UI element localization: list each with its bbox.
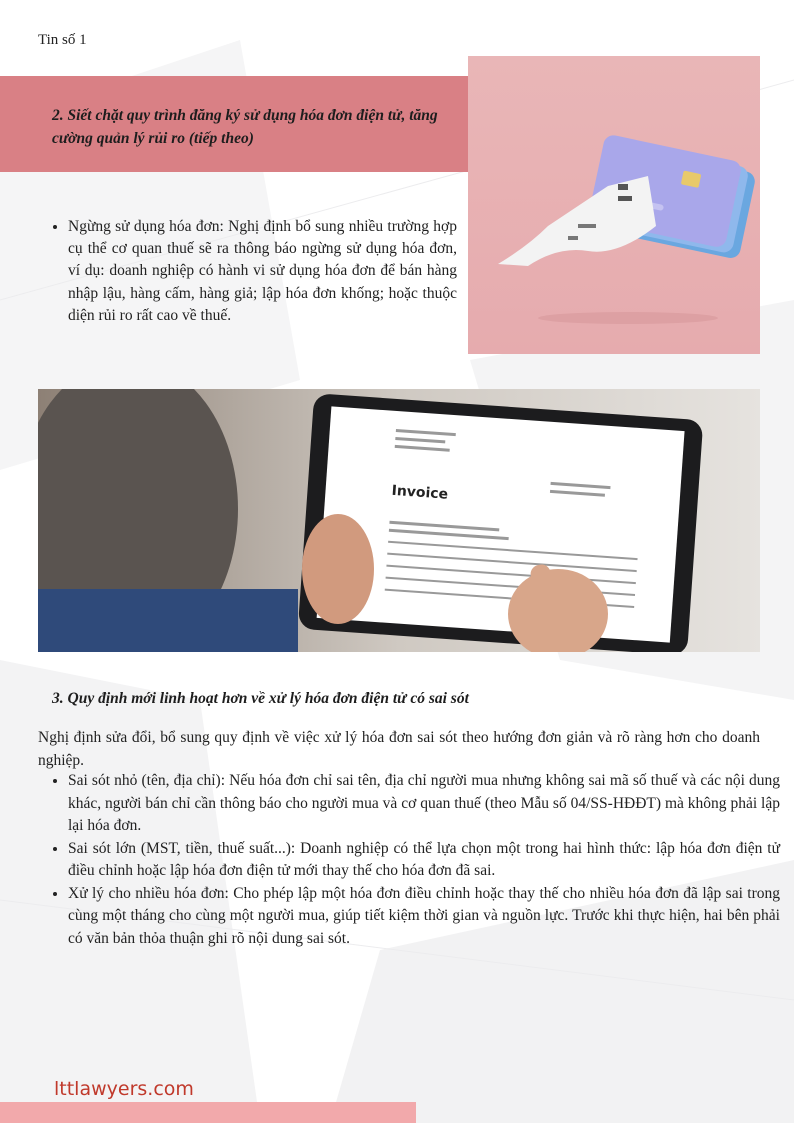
credit-card-receipt-illustration: [468, 56, 760, 354]
section-2-bullet-list: [48, 216, 457, 327]
tablet-invoice-photo: [38, 389, 760, 652]
list-item: • Sai sót lớn (MST, tiền, thuế suất...): Doanh nghiệp có thể lựa chọn một trong hai hình thức: lập hóa đơn điện tử điều chỉnh hoặc lập hóa đơn điện tử mới thay thế cho hóa đơn đã sai.: [68, 838, 780, 883]
list-item: • Sai sót nhỏ (tên, địa chỉ): Nếu hóa đơn chỉ sai tên, địa chỉ người mua nhưng không sai mã số thuế và các nội dung khác, người bán chỉ cần thông báo cho người mua và cơ quan thuế (theo Mẫu số 04/SS-HĐĐT) mà không phải lập lại hóa đơn.: [68, 770, 780, 838]
page-header-label: Tin số 1: [38, 32, 87, 48]
list-item: • Ngừng sử dụng hóa đơn: Nghị định bổ sung nhiều trường hợp cụ thể cơ quan thuế sẽ ra thông báo ngừng sử dụng hóa đơn, ví dụ: doanh nghiệp có hành vi sử dụng hóa đơn để bán hàng nhập lậu, hàng cấm, hàng giả; lập hóa đơn khống; hoặc thuộc diện rủi ro rất cao về thuế.: [68, 216, 457, 327]
invoice-heading: Invoice: [391, 482, 449, 503]
list-item: • Xử lý cho nhiều hóa đơn: Cho phép lập một hóa đơn điều chỉnh hoặc thay thế cho nhiều hóa đơn đã lập sai trong cùng một tháng cho cùng một người mua, giúp tiết kiệm thời gian và nguồn lực. Trước khi thực hiện, hai bên phải có văn bản thỏa thuận ghi rõ nội dung sai sót.: [68, 883, 780, 951]
section-3-title: 3. Quy định mới linh hoạt hơn về xử lý hóa đơn điện tử có sai sót: [52, 690, 469, 707]
section-2-title: 2. Siết chặt quy trình đăng ký sử dụng hóa đơn điện tử, tăng cường quản lý rủi ro (tiếp theo): [52, 107, 438, 147]
footer-accent-bar: [0, 1102, 416, 1123]
website-link[interactable]: lttlawyers.com: [54, 1078, 194, 1100]
section-3-list: [48, 770, 780, 950]
section-3-intro: Nghị định sửa đổi, bổ sung quy định về việc xử lý hóa đơn sai sót theo hướng đơn giản và rõ ràng hơn cho doanh nghiệp.: [38, 729, 760, 769]
